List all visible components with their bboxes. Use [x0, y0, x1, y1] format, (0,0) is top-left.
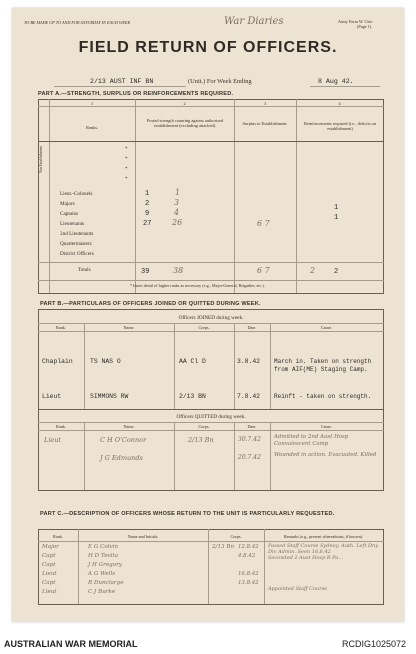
unit-value: 2/13 AUST INF BN — [90, 78, 154, 85]
request-corps: 2/13 Bn — [212, 544, 235, 550]
posted-handwritten: 4 — [174, 208, 180, 217]
col-name: Name. — [123, 325, 135, 330]
joined-cause: March in. Taken on strength from AIF(ME) Staging Camp. — [274, 358, 372, 373]
rank-label: District Officers — [60, 251, 94, 257]
col-corps: Corps. — [198, 325, 210, 330]
request-rank: Capt — [42, 580, 56, 586]
form-page: (Page 1). — [357, 24, 373, 29]
posted-handwritten: 1 — [175, 188, 181, 197]
joined-cause: Reinft - taken on strength. — [274, 393, 372, 400]
joined-title: Officers JOINED during week. — [178, 315, 244, 321]
rank-label: Lieutenants — [60, 221, 85, 227]
col-reinforcements: Reinforcements required (i.e., deficits on establishment) — [303, 121, 377, 131]
request-remark: Seconded 2 Aust Hosp B Pa... — [268, 555, 344, 561]
request-rank: Capt — [42, 553, 56, 559]
unit-label: (Unit.) For Week Ending — [188, 78, 252, 85]
reinforcement-value: 1 — [334, 214, 339, 222]
posted-value: 27 — [143, 220, 152, 228]
request-name: C J Burke — [88, 589, 116, 595]
quitted-date: 20.7.42 — [238, 454, 261, 461]
archive-footer — [0, 634, 416, 654]
request-rank: Lieut — [42, 589, 57, 595]
page-title: FIELD RETURN OF OFFICERS. — [78, 39, 338, 56]
quitted-cause: Admitted to 2nd Aust Hosp Convalescent Camp — [274, 434, 349, 447]
rank-label: Captains — [60, 211, 79, 217]
posted-value: 2 — [145, 200, 150, 208]
posted-value: 1 — [145, 190, 150, 198]
request-date: 4.8.42 — [238, 553, 256, 559]
quitted-name: C H O'Connor — [100, 436, 147, 444]
request-rank: Capt — [42, 562, 56, 568]
rank-label: 2nd Lieutenants — [60, 231, 94, 237]
rank-label: Lieut.-Colonels — [60, 191, 93, 197]
rank-label: Quartermasters — [60, 241, 92, 247]
side-label: War Establishment — [39, 145, 43, 173]
posted-value: 9 — [145, 210, 150, 218]
surplus-handwritten: 6 7 — [257, 219, 270, 228]
request-name: R Dunclarge — [88, 580, 124, 586]
part-b-heading: PART B.—PARTICULARS OF OFFICERS JOINED OR QUITTED DURING WEEK. — [40, 301, 261, 307]
document-page: TO BE MADE UP TO AND FOR SATURDAY IN EACH WEEK War Diaries Army Form W. Cleo (Page 1). FIELD RETURN OF OFFICERS. 2/13 AUST INF BN (Unit.) For Week Ending 8 Aug 42. PART A.—STRENGTH, SURPLUS OR REINFORCEMENTS REQUIRED. 1 2 3 4 War Establishment Ranks. Posted strength counting against authorised establishment (excluding attached). Surplus to Establishment. Reinforcements required (i.e., deficits on establishment) * * * * Lieut.-Colonels Majors Captains Lieutenants 2nd Lieutenants Quartermasters District Officers 1 2 9 27 1 3 4 26 6 7 1 1 Totals 39 38 6 7 2 2 * Insert detail of higher ranks as necessary (e.g., Major-General, Brigadier, etc.). PART B.—PARTICULARS OF OFFICERS JOINED OR QUITTED DURING WEEK. Officers JOINED during week. Rank. Name. Corps. Date. Cause. Chaplain TS NAS O AA Cl D 3.8.42 March in. Taken on strength from AIF(ME) Staging Camp. Lieut SIMMONS RW 2/13 BN 7.8.42 Reinft - taken on strength. Officers QUITTED during week. Rank. Name. Corps. Date. Cause. Lieut C H O'Connor 2/13 Bn 30.7.42 Admitted to 2nd Aust Hosp Convalescent Camp J G Edmunds 20.7.42 Wounded in action. Evacuated. Killed PART C.—DESCRIPTION OF OFFICERS WHOSE RETURN TO THE UNIT IS PARTICULARLY REQUESTED. Rank. Name and Initials. Corps. Remarks (e.g., present whereabouts, if known). Major E G Colvin 2/13 Bn 12.8.42 Passed Staff Course Sydney. Auth. Left Dny Div Admin. Seen 18.8.42 Capt H D Tevita 4.8.42 Seconded 2 Aust Hosp B Pa... Capt J H Gregory Lieut A G Wells 16.8.42 Capt R Dunclarge 13.8.42 Appointed Staff Course Lieut C J Burke — [12, 8, 404, 622]
quitted-rank: Lieut — [44, 436, 62, 444]
col-number-1: 1 — [90, 101, 94, 106]
quitted-corps: 2/13 Bn — [188, 436, 214, 444]
col-number-4: 4 — [338, 101, 341, 106]
col-cause: Cause. — [320, 424, 333, 429]
unit-underline — [54, 86, 186, 87]
joined-name: TS NAS O — [90, 358, 121, 365]
top-instruction: TO BE MADE UP TO AND FOR SATURDAY IN EACH WEEK — [24, 20, 131, 25]
totals-surplus: 6 7 — [257, 266, 270, 275]
totals-reinforcement: 2 — [334, 268, 339, 276]
joined-rank: Chaplain — [42, 358, 73, 365]
col-date: Date. — [247, 325, 257, 330]
col-cause: Cause. — [320, 325, 333, 330]
joined-rank: Lieut — [42, 393, 62, 400]
col-corps: Corps. — [230, 534, 242, 539]
form-id: Army Form W. Cleo — [338, 19, 373, 24]
totals-posted-handwritten: 38 — [173, 266, 184, 275]
totals-label: Totals — [78, 267, 91, 273]
request-name: A G Wells — [88, 571, 116, 577]
quitted-cause: Wounded in action. Evacuated. Killed — [274, 452, 377, 458]
week-ending-value: 8 Aug 42. — [318, 78, 354, 85]
footer-left: AUSTRALIAN WAR MEMORIAL — [4, 639, 138, 649]
joined-corps: AA Cl D — [179, 358, 206, 365]
col-name-initials: Name and Initials. — [127, 534, 159, 539]
part-c-heading: PART C.—DESCRIPTION OF OFFICERS WHOSE RETURN TO THE UNIT IS PARTICULARLY REQUESTED. — [40, 511, 335, 517]
reinforcement-value: 1 — [334, 204, 339, 212]
handwritten-annotation: War Diaries — [224, 16, 284, 27]
posted-handwritten: 26 — [172, 218, 183, 227]
col-posted: Posted strength counting against authorised establishment (excluding attached). — [146, 118, 224, 128]
request-rank: Lieut — [42, 571, 57, 577]
request-rank: Major — [42, 544, 59, 550]
joined-date: 3.8.42 — [237, 358, 261, 365]
request-date: 16.8.42 — [238, 571, 259, 577]
totals-reinforcement-handwritten: 2 — [310, 266, 316, 275]
col-ranks: Ranks. — [85, 125, 99, 130]
totals-posted: 39 — [141, 268, 150, 276]
part-a-footnote: * Insert detail of higher ranks as necessary (e.g., Major-General, Brigadier, etc.). — [130, 283, 265, 288]
joined-corps: 2/13 BN — [179, 393, 206, 400]
quitted-title: Officers QUITTED during week. — [176, 414, 246, 420]
rank-label: Majors — [60, 201, 75, 207]
part-a-heading: PART A.—STRENGTH, SURPLUS OR REINFORCEMENTS REQUIRED. — [38, 91, 234, 97]
col-corps: Corps. — [198, 424, 210, 429]
col-number-3: 3 — [263, 101, 267, 106]
posted-handwritten: 3 — [174, 198, 180, 207]
request-name: H D Tevita — [88, 553, 119, 559]
week-ending-underline — [310, 86, 380, 87]
col-name: Name. — [123, 424, 135, 429]
col-rank: Rank. — [56, 424, 66, 429]
col-number-2: 2 — [183, 101, 186, 106]
col-remarks: Remarks (e.g., present whereabouts, if known). — [283, 534, 364, 539]
request-date: 12.8.42 — [238, 544, 259, 550]
request-name: J H Gregory — [88, 562, 122, 568]
request-name: E G Colvin — [88, 544, 119, 550]
quitted-name: J G Edmunds — [100, 454, 143, 462]
footer-right: RCDIG1025072 — [342, 639, 407, 649]
request-remark: Passed Staff Course Sydney. Auth. Left Dny Div Admin. Seen 18.8.42 — [268, 543, 379, 555]
col-rank: Rank. — [56, 325, 66, 330]
joined-date: 7.8.42 — [237, 393, 261, 400]
col-date: Date. — [247, 424, 257, 429]
joined-name: SIMMONS RW — [90, 393, 129, 400]
request-date: 13.8.42 — [238, 580, 259, 586]
col-surplus: Surplus to Establishment. — [242, 121, 288, 126]
request-remark: Appointed Staff Course — [268, 586, 328, 592]
quitted-date: 30.7.42 — [238, 436, 261, 443]
col-rank: Rank. — [53, 534, 63, 539]
